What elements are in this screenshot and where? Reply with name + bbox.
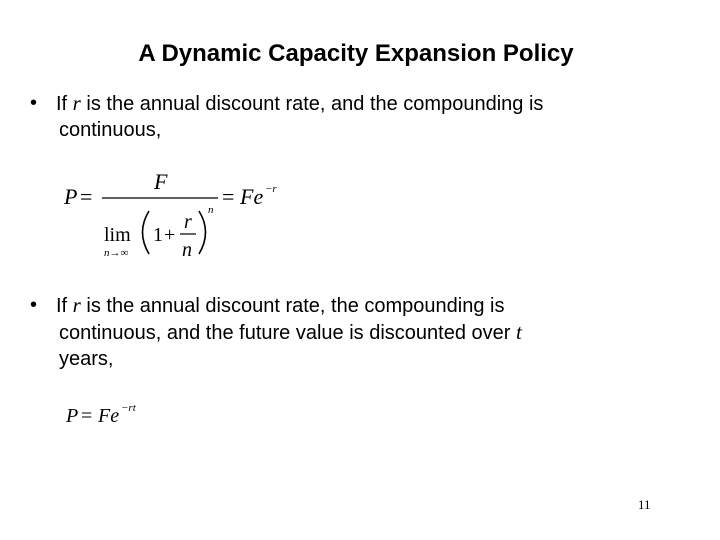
formula-one: 1	[153, 224, 163, 246]
bullet-discounted-over-t	[30, 292, 676, 372]
formula-lhs-P: P	[64, 184, 78, 209]
formula-plus: +	[164, 224, 176, 246]
formula-inner-n: n	[182, 239, 192, 261]
formula-lim-subscript: n→∞	[104, 247, 129, 259]
formula-equals: =	[81, 405, 93, 427]
page-number: 11	[638, 497, 651, 512]
slide-title: A Dynamic Capacity Expansion Policy	[138, 40, 574, 67]
variable-r: r	[72, 91, 81, 115]
formula-rhs-Fe: Fe	[98, 405, 120, 427]
variable-r: r	[72, 293, 81, 317]
bullet-marker: •	[30, 92, 38, 114]
formula-right-paren	[199, 211, 206, 254]
bullet-line-1: If r is the annual discount rate, and the compounding is	[56, 91, 544, 115]
bullet-line-2: continuous, and the future value is discounted over t	[59, 320, 522, 344]
bullet-line-3: years,	[59, 348, 114, 370]
bullet-discount-rate	[30, 90, 676, 143]
variable-t: t	[515, 320, 522, 344]
bullet-line-2: continuous,	[59, 119, 162, 141]
formula-rhs-exponent: −r	[265, 183, 277, 195]
formula-equals-2: =	[222, 184, 235, 209]
continuous-discount-formula	[60, 170, 300, 266]
bullet-line-1: If r is the annual discount rate, the compounding is	[56, 293, 505, 317]
formula-lhs-P: P	[66, 405, 79, 427]
formula-equals: =	[80, 184, 93, 209]
formula-inner-r: r	[184, 211, 192, 233]
bullet-marker: •	[30, 294, 38, 316]
formula-left-paren	[143, 211, 150, 254]
formula-numerator-F: F	[154, 170, 168, 194]
formula-rhs-Fe: Fe	[240, 184, 264, 209]
formula-rhs-exponent: −rt	[121, 402, 136, 414]
formula-exponent-n: n	[208, 204, 214, 216]
formula-lim: lim	[104, 224, 131, 246]
discount-over-t-formula	[64, 400, 174, 430]
